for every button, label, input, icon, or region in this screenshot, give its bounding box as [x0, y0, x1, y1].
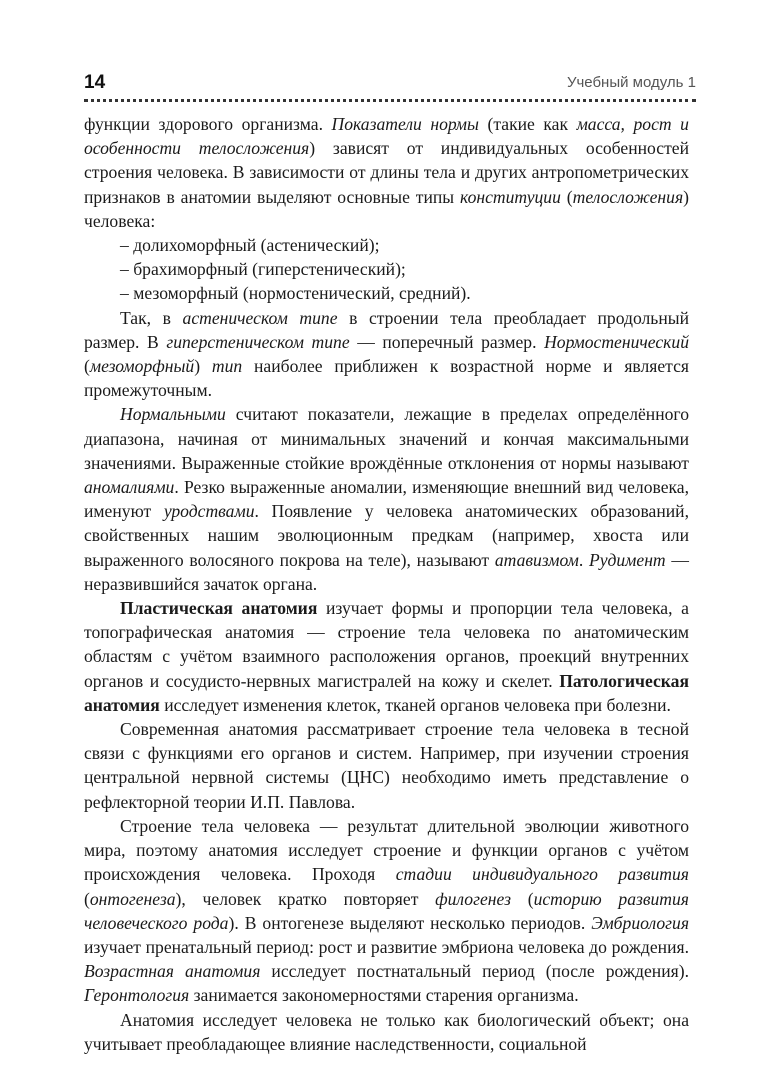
paragraph-anomalies: Нормальными считают показатели, лежащие в пределах определённого диапазона, начиная от минимальных значений и кончая максимальными значениями. Выраженные стойкие врождённые отклонения от нормы называют аномалиями. Резко выраженные аномалии, изменяющие внешний вид человека, именуют уродствами. Появление у человека анатомических образований, свойственных нашим эволюционным предкам (например, хвоста или выраженного волосяного покрова на теле), называют атавизмом. Рудимент — неразвившийся зачаток органа. — [84, 404, 689, 594]
list-item: – мезоморфный (нормостенический, средний). — [120, 283, 471, 304]
paragraph-norm-indicators: функции здорового организма. Показатели нормы (такие как масса, рост и особенности телосложения) зависят от индивидуальных особенностей строения человека. В зависимости от длины тела и других антропометрических признаков в анатомии выделяют основные типы конституции (телосложения) человека: — [84, 114, 690, 231]
paragraph-modern-anatomy: Современная анатомия рассматривает строение тела человека в тесной связи с функциями его органов и систем. Например, при изучении строения центральной нервной системы (ЦНС) необходимо иметь представление о рефлекторной теории И.П. Павлова. — [84, 719, 689, 812]
paragraph-body-types: Так, в астеническом типе в строении тела преобладает продольный размер. В гиперстеническом типе — поперечный размер. Нормостенический (мезоморфный) тип наиболее приближен к возрастной норме и является промежуточным. — [84, 307, 689, 401]
list-item: – брахиморфный (гиперстенический); — [120, 259, 406, 280]
header-dotted-rule — [84, 99, 696, 102]
running-head: Учебный модуль 1 — [566, 74, 696, 91]
paragraph-anatomy-branches: Пластическая анатомия изучает формы и пропорции тела человека, а топографическая анатомия — строение тела человека по анатомическим областям с учётом взаимного расположения органов, проекций внутренних органов и сосудисто-нервных магистралей на кожу и скелет. Патологическая анатомия исследует изменения клеток, тканей органов человека при болезни. — [84, 598, 689, 715]
page-body — [84, 112, 689, 1056]
paragraph-anatomy-scope: Анатомия исследует человека не только как биологический объект; она учитывает преобладающее влияние наследственности, социальной — [84, 1009, 689, 1054]
paragraph-ontogenesis: Строение тела человека — результат длительной эволюции животного мира, поэтому анатомия исследует строение и функции органов с учётом происхождения человека. Проходя стадии индивидуального развития (онтогенеза), человек кратко повторяет филогенез (историю развития человеческого рода). В онтогенезе выделяют несколько периодов. Эмбриология изучает пренатальный период: рост и развитие эмбриона человека до рождения. Возрастная анатомия исследует постнатальный период (после рождения). Геронтология занимается закономерностями старения организма. — [84, 815, 690, 1006]
list-item: – долихоморфный (астенический); — [120, 235, 380, 256]
page-header — [84, 70, 696, 100]
page-number: 14 — [84, 72, 106, 93]
